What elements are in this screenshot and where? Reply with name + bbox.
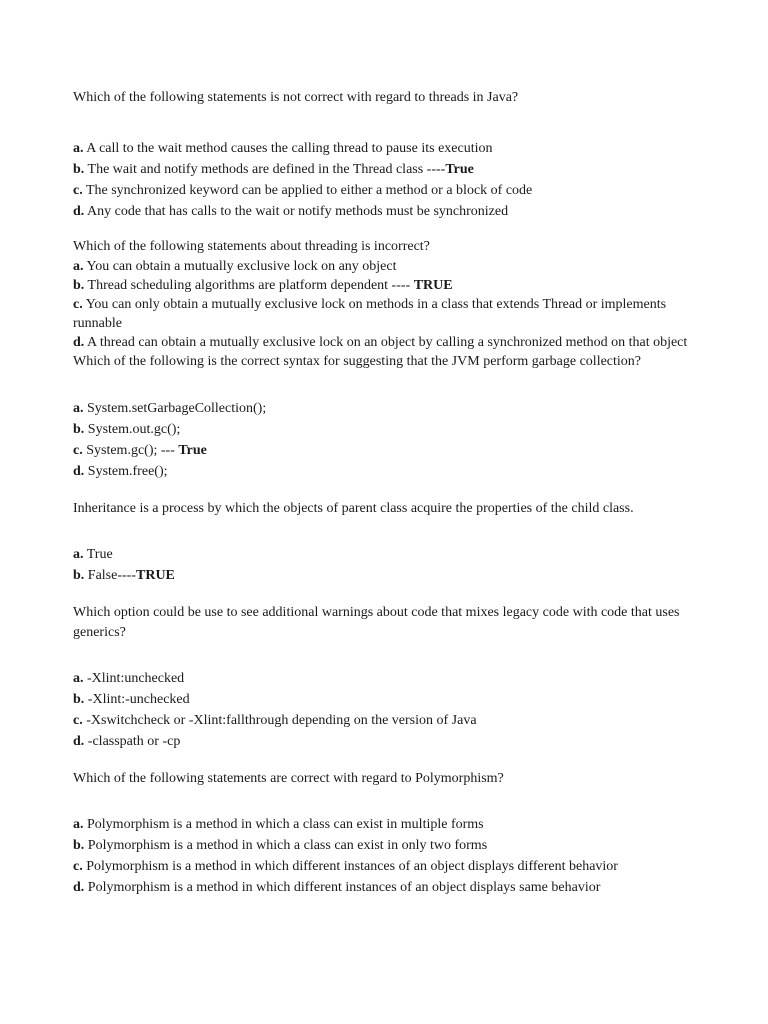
option-c: c. The synchronized keyword can be applied to either a method or a block of code bbox=[73, 183, 533, 198]
question-4-text: Inheritance is a process by which the objects of parent class acquire the properties of the child class. bbox=[73, 501, 634, 516]
question-2-options bbox=[73, 257, 703, 352]
option-b: b. False----TRUE bbox=[73, 568, 175, 583]
document-page bbox=[73, 88, 703, 898]
question-1-text: Which of the following statements is not correct with regard to threads in Java? bbox=[73, 90, 519, 105]
question-1-options bbox=[73, 138, 703, 222]
option-b: b. -Xlint:-unchecked bbox=[73, 692, 190, 707]
answer-marker: TRUE bbox=[136, 568, 175, 583]
question-3-text: Which of the following is the correct syntax for suggesting that the JVM perform garbage collection? bbox=[73, 354, 641, 369]
option-b: b. The wait and notify methods are defined in the Thread class ----True bbox=[73, 162, 474, 177]
option-d: d. -classpath or -cp bbox=[73, 734, 181, 749]
option-b: b. Polymorphism is a method in which a class can exist in only two forms bbox=[73, 838, 488, 853]
option-a: a. System.setGarbageCollection(); bbox=[73, 401, 267, 416]
question-3-options bbox=[73, 398, 703, 482]
question-5-options bbox=[73, 668, 703, 752]
option-c: c. -Xswitchcheck or -Xlint:fallthrough depending on the version of Java bbox=[73, 713, 477, 728]
option-a: a. -Xlint:unchecked bbox=[73, 671, 185, 686]
option-d: d. Polymorphism is a method in which different instances of an object displays same behavior bbox=[73, 880, 601, 895]
option-c: c. You can only obtain a mutually exclusive lock on methods in a class that extends Thread or implements runnable bbox=[73, 297, 667, 331]
option-a: a. Polymorphism is a method in which a class can exist in multiple forms bbox=[73, 817, 484, 832]
question-2-text: Which of the following statements about threading is incorrect? bbox=[73, 239, 430, 254]
option-c: c. Polymorphism is a method in which different instances of an object displays different behavior bbox=[73, 859, 618, 874]
answer-marker: TRUE bbox=[413, 278, 453, 293]
option-a: a. You can obtain a mutually exclusive lock on any object bbox=[73, 259, 397, 274]
option-b: b. System.out.gc(); bbox=[73, 422, 181, 437]
question-5-text: Which option could be use to see additional warnings about code that mixes legacy code with code that uses generics? bbox=[73, 605, 680, 640]
option-c: c. System.gc(); --- True bbox=[73, 443, 207, 458]
option-b: b. Thread scheduling algorithms are platform dependent ---- TRUE bbox=[73, 278, 453, 293]
answer-marker: True bbox=[178, 443, 207, 458]
answer-marker: True bbox=[445, 162, 474, 177]
question-6-options bbox=[73, 814, 703, 898]
question-6-text: Which of the following statements are correct with regard to Polymorphism? bbox=[73, 771, 504, 786]
option-d: d. Any code that has calls to the wait or notify methods must be synchronized bbox=[73, 204, 509, 219]
question-4-options bbox=[73, 544, 703, 586]
option-d: d. A thread can obtain a mutually exclusive lock on an object by calling a synchronized method on that object bbox=[73, 335, 688, 350]
option-a: a. A call to the wait method causes the calling thread to pause its execution bbox=[73, 141, 493, 156]
option-d: d. System.free(); bbox=[73, 464, 168, 479]
option-a: a. True bbox=[73, 547, 113, 562]
